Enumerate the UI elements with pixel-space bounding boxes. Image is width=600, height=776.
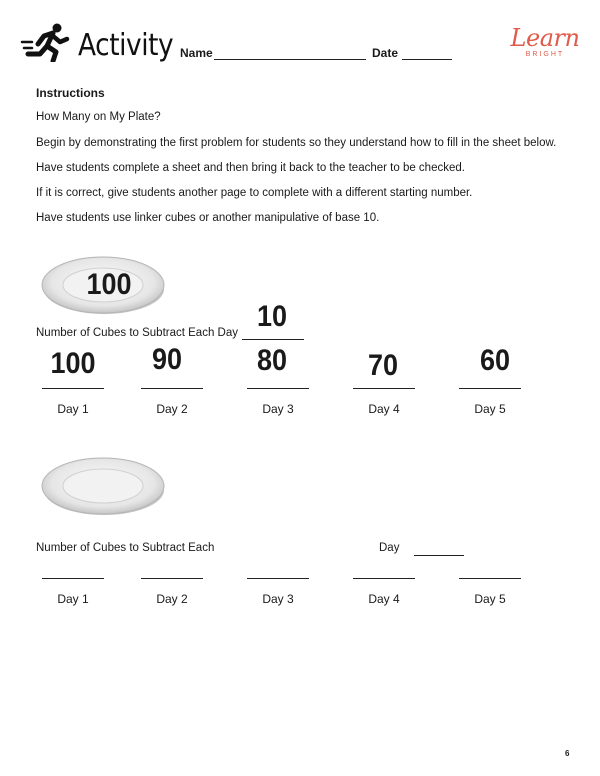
day-value: 80 <box>256 344 288 377</box>
day-label: Day 1 <box>57 402 89 416</box>
instruction-line: Have students use linker cubes or another manipulative of base 10. <box>36 212 380 224</box>
instruction-line: Have students complete a sheet and then bring it back to the teacher to be checked. <box>36 162 465 174</box>
day-label: Day 4 <box>368 402 400 416</box>
day-label: Day 3 <box>262 592 294 606</box>
day-value: 60 <box>479 344 511 377</box>
subtract-label: Number of Cubes to Subtract Each Day <box>36 327 238 339</box>
answer-blank-field[interactable] <box>141 577 203 579</box>
day-label: Day 3 <box>262 402 294 416</box>
subtract-line <box>242 338 304 340</box>
answer-blank-field[interactable] <box>42 577 104 579</box>
day-label: Day 5 <box>474 402 506 416</box>
instruction-line: How Many on My Plate? <box>36 111 161 123</box>
day-word: Day <box>379 542 400 554</box>
name-field[interactable] <box>214 47 366 60</box>
answer-line <box>247 387 309 389</box>
answer-line <box>459 387 521 389</box>
subtract-blank-field[interactable] <box>414 543 464 556</box>
answer-blank-field[interactable] <box>353 577 415 579</box>
day-label: Day 2 <box>156 592 188 606</box>
instruction-line: Begin by demonstrating the first problem for students so they understand how to fill in the sheet below. <box>36 137 557 149</box>
date-label: Date <box>372 46 399 60</box>
name-label: Name <box>180 46 213 60</box>
instructions-heading: Instructions <box>36 86 105 100</box>
answer-blank-field[interactable] <box>247 577 309 579</box>
date-field[interactable] <box>402 47 452 60</box>
day-value: 70 <box>367 349 399 382</box>
day-value: 90 <box>151 343 183 376</box>
day-label: Day 2 <box>156 402 188 416</box>
logo-subtext: BRIGHT <box>525 51 565 58</box>
logo-text: Learn <box>510 24 580 52</box>
empty-plate-image <box>40 455 166 519</box>
subtract-label-blank: Number of Cubes to Subtract Each <box>36 542 215 554</box>
learn-bright-logo <box>508 26 582 58</box>
answer-line <box>141 387 203 389</box>
subtract-value: 10 <box>256 300 288 333</box>
plate-number: 100 <box>86 268 132 301</box>
answer-line <box>42 387 104 389</box>
answer-line <box>353 387 415 389</box>
instruction-line: If it is correct, give students another page to complete with a different starting number. <box>36 187 473 199</box>
day-label: Day 1 <box>57 592 89 606</box>
day-label: Day 5 <box>474 592 506 606</box>
page-number: 6 <box>565 749 570 758</box>
day-value: 100 <box>50 347 96 380</box>
answer-blank-field[interactable] <box>459 577 521 579</box>
running-person-icon <box>20 22 70 62</box>
day-label: Day 4 <box>368 592 400 606</box>
activity-title: Activity <box>78 28 174 63</box>
